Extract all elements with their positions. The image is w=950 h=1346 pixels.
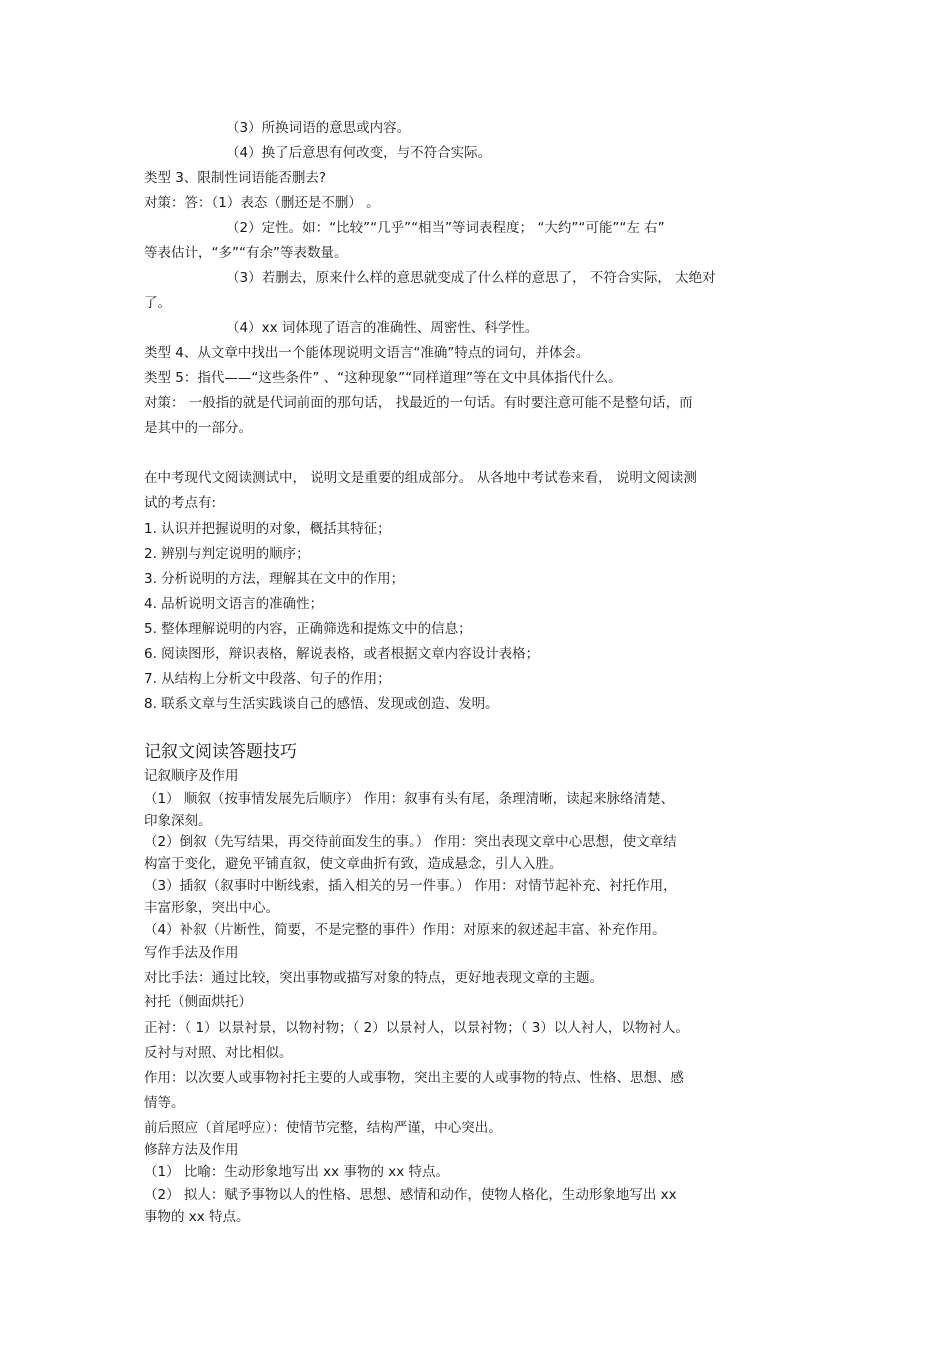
text-line: 对策：答：（1）表态（删还是不删） 。 bbox=[144, 195, 380, 211]
subheading: 写作手法及作用 bbox=[144, 945, 239, 961]
list-item: 1. 认识并把握说明的对象，概括其特征； bbox=[144, 521, 391, 537]
text-line: （3）插叙（叙事时中断线索，插入相关的另一件事。） 作用：对情节起补充、衬托作用， bbox=[144, 878, 677, 894]
text-line: （4）换了后意思有何改变，与不符合实际。 bbox=[226, 145, 492, 161]
text-line: 类型 3、限制性词语能否删去? bbox=[144, 170, 327, 186]
text-line: 类型 5：指代——“这些条件” 、“这种现象”“同样道理”等在文中具体指代什么。 bbox=[144, 370, 622, 386]
text-line: （3）若删去，原来什么样的意思就变成了什么样的意思了， 不符合实际， 太绝对 bbox=[226, 270, 716, 286]
text-line: 类型 4、从文章中找出一个能体现说明文语言“准确”特点的词句，并体会。 bbox=[144, 345, 590, 361]
list-item: 5. 整体理解说明的内容，正确筛选和提炼文中的信息； bbox=[144, 621, 472, 637]
text-line: 在中考现代文阅读测试中， 说明文是重要的组成部分。 从各地中考试卷来看， 说明文阅读测 bbox=[144, 470, 697, 486]
subheading: 衬托（侧面烘托） bbox=[144, 994, 252, 1010]
text-line: 丰富形象，突出中心。 bbox=[144, 900, 279, 916]
text-line: 前后照应（首尾呼应）：使情节完整，结构严谨，中心突出。 bbox=[144, 1120, 502, 1136]
text-line: 反衬与对照、对比相似。 bbox=[144, 1045, 293, 1061]
text-line: 事物的 xx 特点。 bbox=[144, 1209, 250, 1225]
subheading: 修辞方法及作用 bbox=[144, 1142, 239, 1158]
text-line: （2）定性。如：“比较”“几乎”“相当”等词表程度； “大约”“可能”“左 右” bbox=[226, 220, 665, 236]
section-heading: 记叙文阅读答题技巧 bbox=[144, 742, 297, 762]
text-line: 等表估计，“多”“有余”等表数量。 bbox=[144, 245, 348, 261]
list-item: 4. 品析说明文语言的准确性； bbox=[144, 596, 324, 612]
text-line: 对策： 一般指的就是代词前面的那句话， 找最近的一句话。有时要注意可能不是整句话，而 bbox=[144, 395, 693, 411]
list-item: 2. 辨别与判定说明的顺序； bbox=[144, 546, 310, 562]
list-item: 3. 分析说明的方法，理解其在文中的作用； bbox=[144, 571, 405, 587]
list-item: 8. 联系文章与生活实践谈自己的感悟、发现或创造、发明。 bbox=[144, 696, 499, 712]
text-line: 印象深刻。 bbox=[144, 813, 212, 829]
text-line: 构富于变化，避免平铺直叙，使文章曲折有致，造成悬念，引人入胜。 bbox=[144, 856, 563, 872]
text-line: 对比手法：通过比较，突出事物或描写对象的特点，更好地表现文章的主题。 bbox=[144, 970, 603, 986]
text-line: 作用：以次要人或事物衬托主要的人或事物，突出主要的人或事物的特点、性格、思想、感 bbox=[144, 1070, 684, 1086]
text-line: 是其中的一部分。 bbox=[144, 420, 252, 436]
text-line: （4）补叙（片断性，简要，不是完整的事件）作用：对原来的叙述起丰富、补充作用。 bbox=[144, 922, 666, 938]
text-line: 了。 bbox=[144, 295, 171, 311]
list-item: 7. 从结构上分析文中段落、句子的作用； bbox=[144, 671, 391, 687]
text-line: （2） 拟人：赋予事物以人的性格、思想、感情和动作，使物人格化，生动形象地写出 xx bbox=[144, 1187, 677, 1203]
text-line: 情等。 bbox=[144, 1095, 185, 1111]
subheading: 记叙顺序及作用 bbox=[144, 768, 239, 784]
text-line: （1） 顺叙（按事情发展先后顺序） 作用：叙事有头有尾，条理清晰，读起来脉络清楚、 bbox=[144, 791, 675, 807]
text-line: 正衬：（ 1）以景衬景，以物衬物；（ 2）以景衬人，以景衬物；（ 3）以人衬人，以物衬人。 bbox=[144, 1020, 689, 1036]
text-line: （3）所换词语的意思或内容。 bbox=[226, 120, 411, 136]
list-item: 6. 阅读图形，辩识表格，解说表格，或者根据文章内容设计表格； bbox=[144, 646, 540, 662]
text-line: （1） 比喻：生动形象地写出 xx 事物的 xx 特点。 bbox=[144, 1164, 450, 1180]
text-line: 试的考点有: bbox=[144, 495, 217, 511]
text-line: （4）xx 词体现了语言的准确性、周密性、科学性。 bbox=[226, 320, 539, 336]
text-line: （2）倒叙（先写结果，再交待前面发生的事。） 作用：突出表现文章中心思想，使文章结 bbox=[144, 834, 677, 850]
